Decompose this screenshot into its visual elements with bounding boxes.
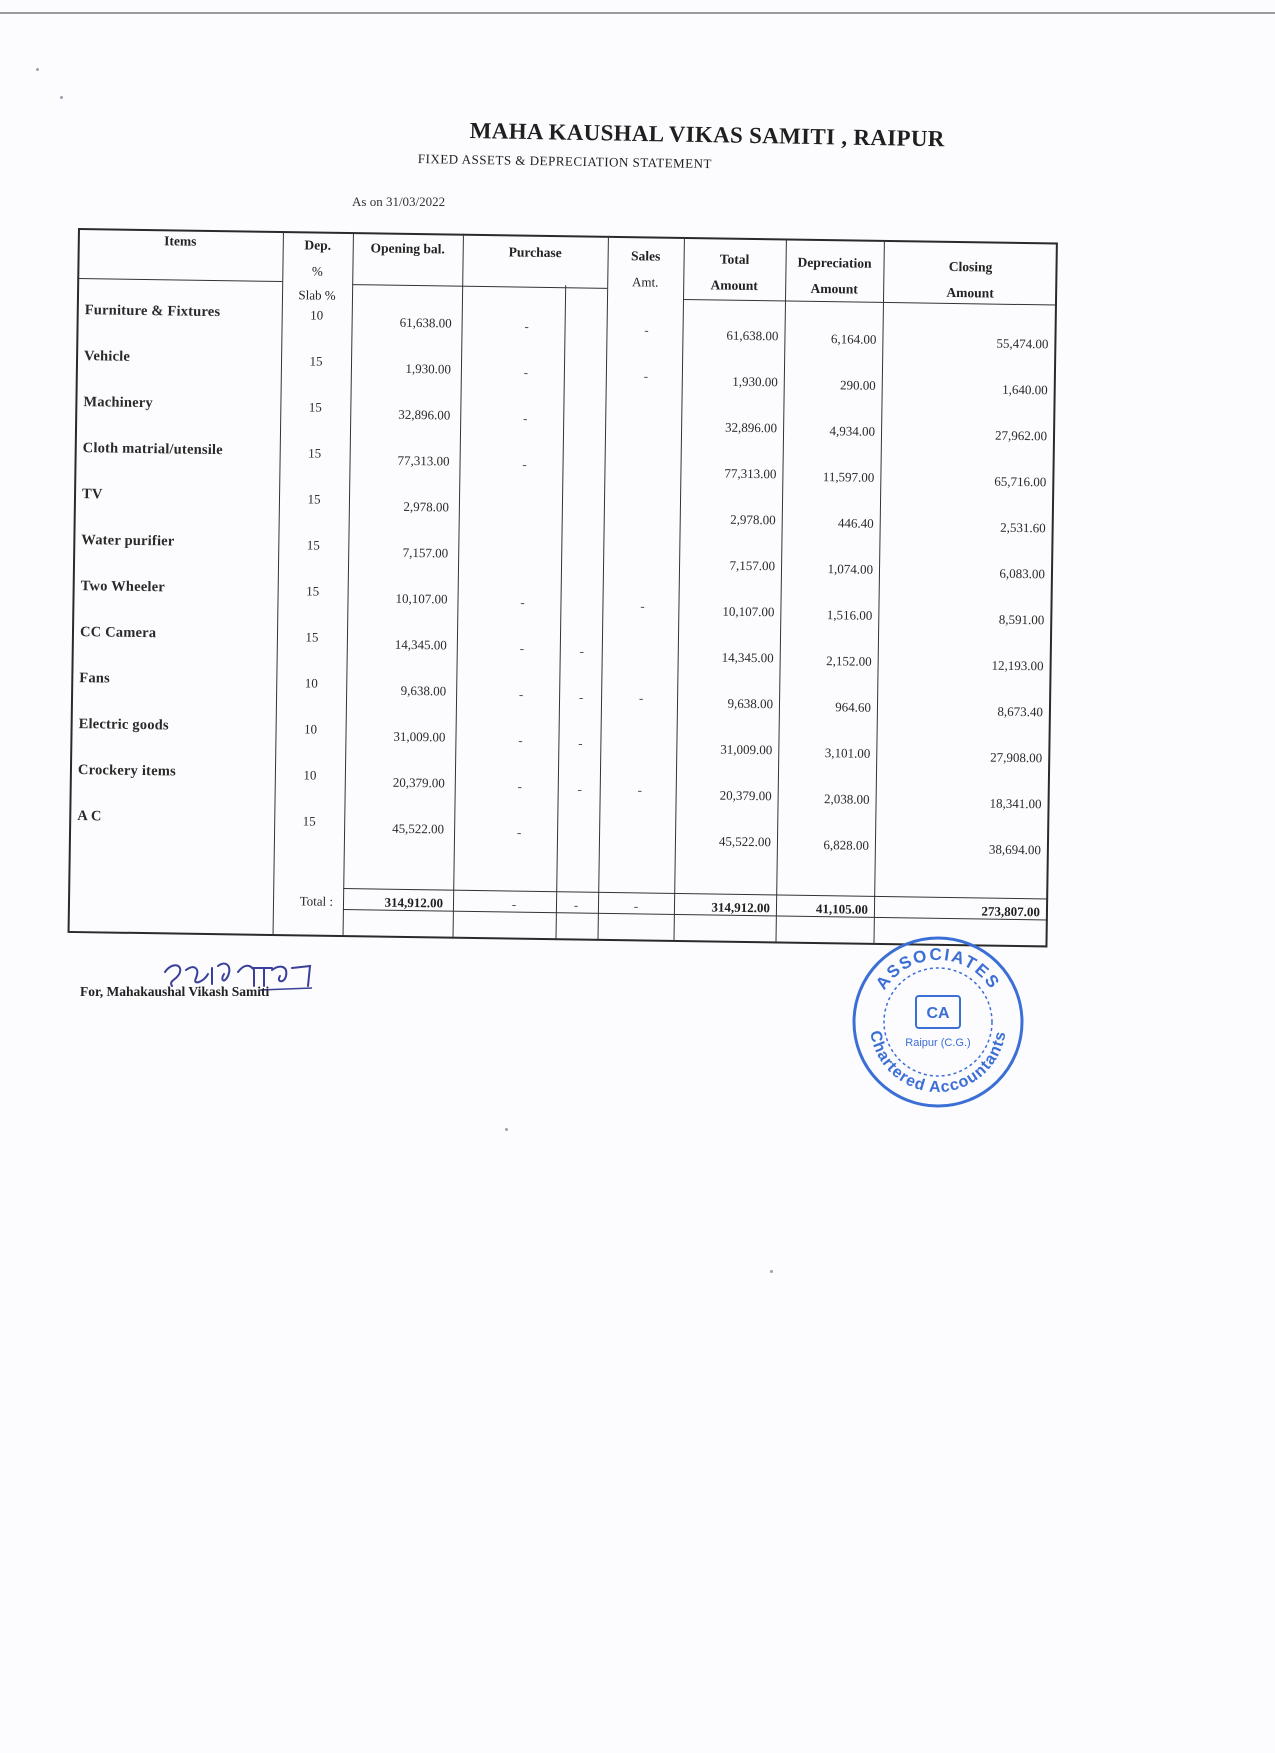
depreciation-amount: 964.60 — [835, 699, 872, 715]
dep-rate: 15 — [308, 399, 322, 415]
purchase-dash: - — [518, 732, 523, 748]
stamp-top-text: ASSOCIATES — [872, 944, 1004, 994]
dep-rate: 10 — [303, 767, 317, 783]
total-amount: 10,107.00 — [722, 603, 775, 620]
item-name: Cloth matrial/utensile — [82, 440, 223, 459]
header-depreciation-amount: Amount — [810, 280, 858, 297]
depreciation-amount: 446.40 — [837, 515, 874, 531]
closing-amount: 1,640.00 — [1002, 381, 1048, 398]
depreciation-amount: 2,038.00 — [824, 791, 870, 807]
total-amount: 77,313.00 — [724, 465, 777, 482]
dep-rate: 10 — [310, 307, 324, 323]
total-amount: 7,157.00 — [729, 557, 776, 574]
header-closing-amount: Amount — [946, 284, 994, 301]
purchase-dash: - — [517, 778, 523, 794]
item-name: Machinery — [83, 394, 153, 412]
closing-amount: 12,193.00 — [991, 657, 1044, 674]
purchase-dash: - — [519, 640, 525, 656]
closing-amount: 55,474.00 — [996, 335, 1049, 352]
purchase-dash: - — [578, 689, 584, 705]
stamp-bottom-text: Chartered Accountants — [866, 1029, 1010, 1097]
total-amount: 32,896.00 — [725, 419, 778, 436]
opening-balance: 61,638.00 — [399, 314, 452, 331]
header-closing: Closing — [948, 258, 993, 275]
dep-rate: 10 — [304, 675, 318, 691]
scan-speck — [36, 68, 39, 71]
dep-rate: 15 — [308, 445, 322, 461]
sales-dash: - — [637, 782, 643, 798]
opening-balance: 2,978.00 — [403, 498, 450, 515]
header-sales: Sales — [630, 248, 661, 264]
closing-amount: 18,341.00 — [989, 795, 1042, 812]
dep-rate: 15 — [306, 583, 320, 599]
opening-balance: 1,930.00 — [405, 360, 452, 377]
header-sales-amt: Amt. — [631, 274, 659, 290]
total-amount: 314,912.00 — [711, 899, 771, 916]
closing-amount: 6,083.00 — [999, 565, 1046, 582]
depreciation-amount: 2,152.00 — [826, 653, 872, 669]
header-items: Items — [164, 233, 197, 249]
purchase-dash: - — [522, 456, 527, 472]
opening-balance: 32,896.00 — [398, 406, 451, 423]
closing-amount: 2,531.60 — [1000, 519, 1046, 536]
total-closing: 273,807.00 — [981, 903, 1041, 920]
opening-balance: 77,313.00 — [397, 452, 450, 469]
depreciation-amount: 6,828.00 — [823, 837, 870, 853]
depreciation-amount: 290.00 — [839, 377, 876, 393]
total-depreciation: 41,105.00 — [815, 901, 869, 917]
closing-amount: 65,716.00 — [994, 473, 1047, 490]
assets-table — [67, 228, 1088, 963]
dep-rate: 10 — [303, 721, 318, 737]
total-amount: 2,978.00 — [730, 511, 776, 528]
statement-title: FIXED ASSETS & DEPRECIATION STATEMENT — [417, 151, 713, 172]
total-amount: 31,009.00 — [720, 741, 773, 758]
opening-balance: 10,107.00 — [395, 590, 448, 607]
total-opening: 314,912.00 — [384, 894, 444, 911]
header-slab: Slab % — [298, 287, 336, 303]
total-amount: 1,930.00 — [732, 373, 778, 390]
stamp-logo: CA — [926, 1005, 950, 1022]
sales-dash: - — [644, 322, 649, 338]
opening-balance: 14,345.00 — [394, 636, 447, 653]
header-depreciation: Depreciation — [797, 254, 872, 271]
item-name: Water purifier — [81, 532, 175, 550]
total-amount: 20,379.00 — [719, 787, 772, 804]
depreciation-amount: 1,516.00 — [826, 607, 873, 623]
sales-dash: - — [643, 368, 649, 384]
total-amount: 61,638.00 — [726, 327, 779, 344]
header-total: Total — [719, 251, 750, 267]
total-label: Total : — [299, 893, 334, 909]
purchase-dash: - — [577, 781, 583, 797]
header-dep: Dep. — [304, 237, 332, 253]
depreciation-amount: 4,934.00 — [829, 423, 876, 439]
purchase-dash: - — [520, 594, 525, 610]
item-name: Two Wheeler — [80, 578, 166, 596]
purchase-dash: - — [579, 643, 585, 659]
purchase-dash: - — [516, 824, 522, 840]
header-dep-pct: % — [311, 263, 323, 279]
item-name: CC Camera — [79, 624, 157, 642]
scan-top-edge — [0, 12, 1275, 14]
purchase-dash: - — [518, 686, 524, 702]
item-name: Furniture & Fixtures — [84, 302, 221, 321]
signatory-label: For, Mahakaushal Vikash Samiti — [80, 984, 270, 999]
purchase-dash: - — [523, 364, 529, 380]
stamp-city: Raipur (C.G.) — [905, 1037, 971, 1049]
closing-amount: 27,908.00 — [990, 749, 1043, 766]
total-amount: 45,522.00 — [718, 833, 772, 850]
opening-balance: 7,157.00 — [402, 544, 449, 561]
item-name: Vehicle — [83, 348, 131, 365]
header-total-amount: Amount — [710, 277, 758, 294]
dep-rate: 15 — [302, 813, 316, 829]
dep-rate: 15 — [307, 491, 321, 507]
opening-balance: 20,379.00 — [392, 774, 445, 791]
depreciation-amount: 6,164.00 — [830, 331, 877, 347]
closing-amount: 38,694.00 — [988, 841, 1041, 858]
scan-speck — [770, 1270, 773, 1273]
dep-rate: 15 — [309, 353, 323, 369]
purchase-dash: - — [522, 410, 528, 426]
closing-amount: 8,591.00 — [998, 611, 1045, 628]
opening-balance: 45,522.00 — [392, 820, 445, 837]
dep-rate: 15 — [305, 629, 319, 645]
item-name: Fans — [79, 670, 111, 687]
total-sales: - — [633, 898, 639, 914]
scan-speck — [60, 96, 63, 99]
dep-rate: 15 — [306, 537, 320, 553]
sales-dash: - — [638, 690, 644, 706]
header-opening: Opening bal. — [370, 240, 445, 257]
item-name: A C — [77, 808, 102, 825]
as-on-date: As on 31/03/2022 — [352, 194, 446, 209]
total-amount: 9,638.00 — [727, 695, 774, 712]
item-name: Crockery items — [77, 762, 177, 780]
depreciation-amount: 11,597.00 — [822, 469, 875, 485]
total-purchase: - — [511, 896, 517, 912]
item-name: Electric goods — [78, 716, 169, 734]
item-name: TV — [81, 486, 103, 503]
sales-dash: - — [640, 598, 645, 614]
depreciation-amount: 1,074.00 — [827, 561, 874, 577]
org-title: MAHA KAUSHAL VIKAS SAMITI , RAIPUR — [469, 118, 945, 152]
opening-balance: 31,009.00 — [393, 728, 446, 745]
chartered-accountants-stamp — [848, 932, 1028, 1112]
closing-amount: 27,962.00 — [994, 427, 1048, 444]
purchase-dash: - — [524, 318, 529, 334]
opening-balance: 9,638.00 — [400, 682, 447, 699]
total-amount: 14,345.00 — [721, 649, 774, 666]
total-purchase-2: - — [573, 897, 579, 913]
purchase-dash: - — [578, 735, 583, 751]
depreciation-amount: 3,101.00 — [824, 745, 871, 761]
closing-amount: 8,673.40 — [997, 703, 1044, 720]
header-purchase: Purchase — [508, 244, 562, 261]
scan-speck — [505, 1128, 508, 1131]
